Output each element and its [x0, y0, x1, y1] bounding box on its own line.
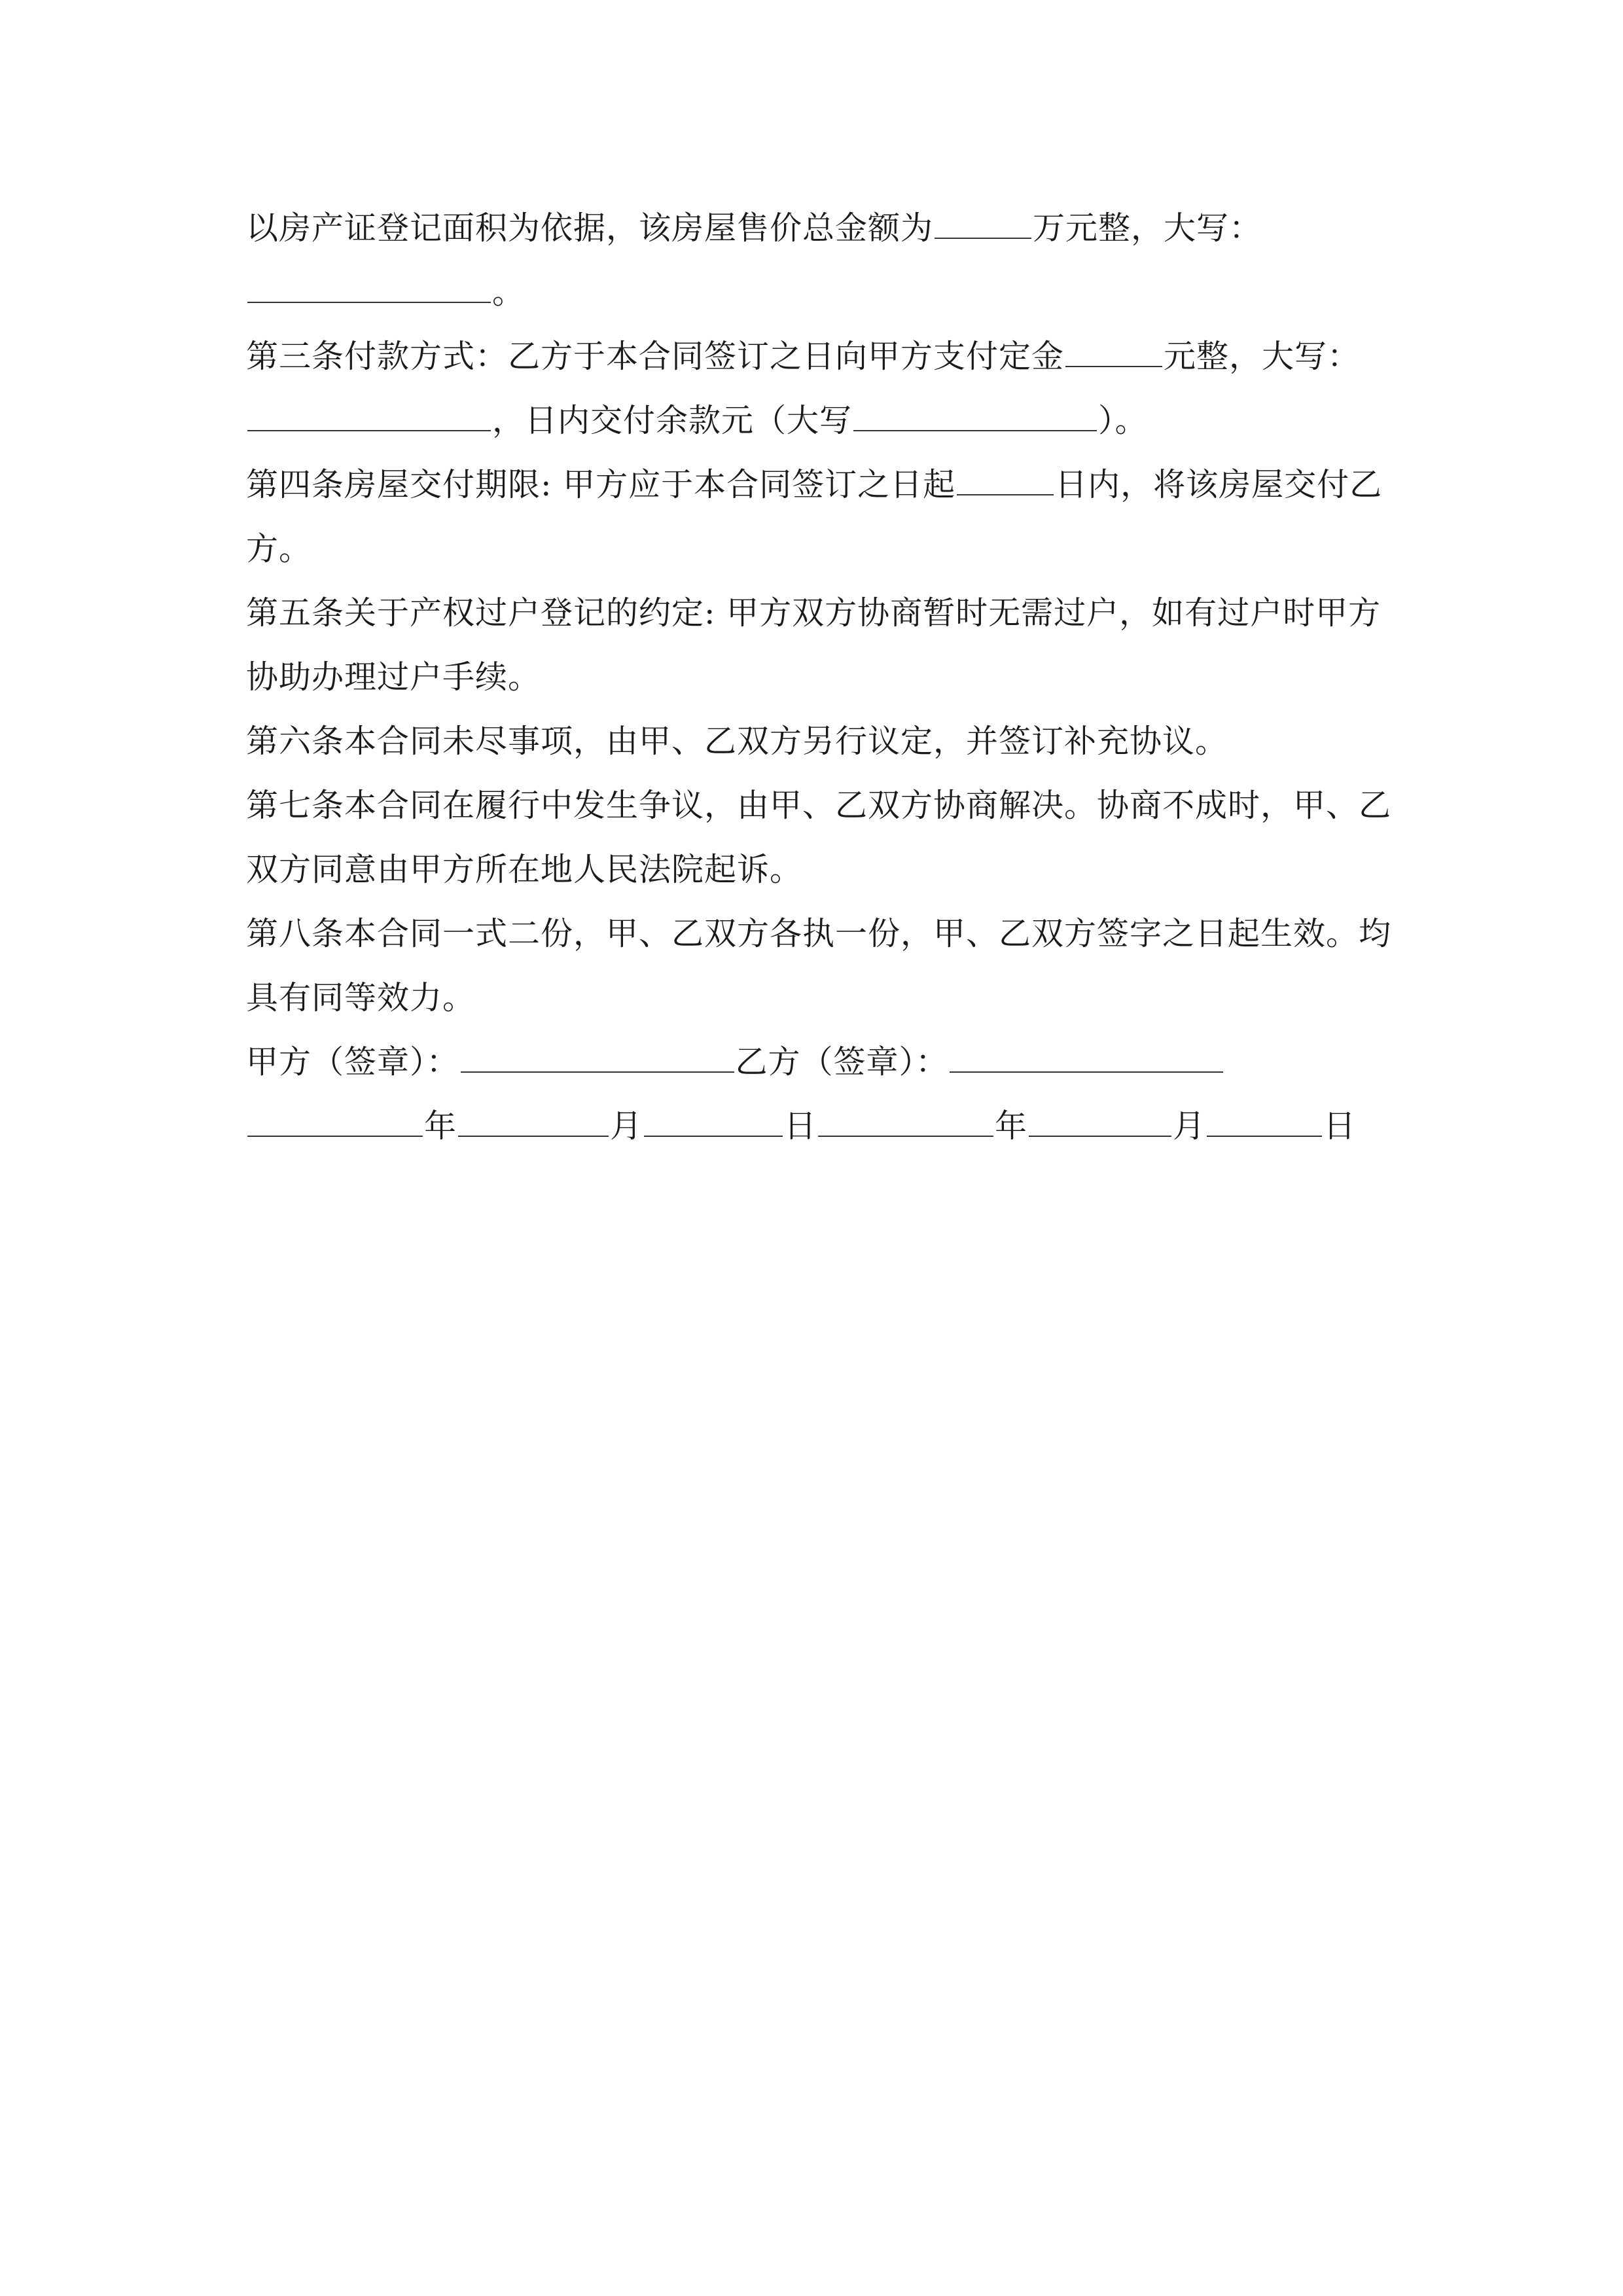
- party-a-signature-blank: [461, 1035, 734, 1073]
- party-b-year-label: 年: [995, 1107, 1028, 1145]
- price-unit-text: 万元整，大写：: [1033, 209, 1262, 247]
- date-line: [246, 1094, 1398, 1158]
- clause-seven-cont-text: 双方同意由甲方所在地人民法院起诉。: [246, 851, 803, 888]
- party-a-day-label: 日: [784, 1107, 817, 1145]
- clause-three-text: 第三条付款方式：乙方于本合同签订之日向甲方支付定金: [246, 338, 1065, 375]
- clause-four-line: [246, 453, 1398, 517]
- clause-four-text: 第四条房屋交付期限: 甲方应于本合同签订之日起: [246, 466, 956, 503]
- party-b-label: 乙方（签章）：: [735, 1043, 949, 1081]
- clause-five-line: [246, 581, 1398, 645]
- clause-four-end-text: 日内，将该房屋交付乙: [1055, 466, 1383, 503]
- clause-five-cont-line: [246, 645, 1398, 709]
- signature-line: [246, 1030, 1398, 1094]
- balance-line: [246, 389, 1398, 453]
- deposit-blank: [1065, 329, 1162, 367]
- deposit-uppercase-blank: [247, 393, 491, 431]
- clause-seven-line: [246, 774, 1398, 838]
- clause-eight-cont-text: 具有同等效力。: [246, 979, 476, 1016]
- clause-eight-cont-line: [246, 966, 1398, 1030]
- clause-four-cont-text: 方。: [246, 530, 312, 567]
- balance-text: ，日内交付余款元（大写: [492, 402, 853, 439]
- price-blank: [935, 201, 1031, 239]
- clause-four-cont-line: [246, 517, 1398, 581]
- clause-price-line: [246, 196, 1398, 260]
- clause-six-line: [246, 709, 1398, 774]
- clause-five-text: 第五条关于产权过户登记的约定: 甲方双方协商暂时无需过户，如有过户时甲方: [246, 594, 1382, 632]
- period-text: 。: [492, 274, 526, 311]
- party-a-year-label: 年: [424, 1107, 457, 1145]
- clause-six-text: 第六条本合同未尽事项，由甲、乙双方另行议定，并签订补充协议。: [246, 723, 1228, 760]
- party-b-year-blank: [818, 1099, 993, 1137]
- clause-three-line: [246, 325, 1398, 389]
- clause-seven-cont-line: [246, 838, 1398, 902]
- price-uppercase-line: [246, 260, 1398, 325]
- party-a-month-blank: [458, 1099, 609, 1137]
- clause-eight-text: 第八条本合同一式二份，甲、乙双方各执一份，甲、乙双方签字之日起生效。均: [246, 915, 1392, 952]
- party-b-day-blank: [1207, 1099, 1322, 1137]
- party-b-month-label: 月: [1173, 1107, 1206, 1145]
- party-a-month-label: 月: [610, 1107, 643, 1145]
- party-b-month-blank: [1029, 1099, 1171, 1137]
- price-text: 以房产证登记面积为依据，该房屋售价总金额为: [246, 209, 934, 247]
- deposit-unit-text: 元整，大写：: [1164, 338, 1361, 375]
- party-a-year-blank: [247, 1099, 423, 1137]
- balance-uppercase-blank: [853, 393, 1097, 431]
- clause-five-cont-text: 协助办理过户手续。: [246, 658, 541, 696]
- balance-close-text: ）。: [1098, 402, 1148, 439]
- clause-seven-text: 第七条本合同在履行中发生争议，由甲、乙双方协商解决。协商不成时，甲、乙: [246, 787, 1392, 824]
- party-b-signature-blank: [950, 1035, 1223, 1073]
- party-a-label: 甲方（签章）：: [246, 1043, 459, 1081]
- clause-eight-line: [246, 902, 1398, 966]
- price-uppercase-blank: [247, 265, 491, 303]
- contract-body: [246, 196, 1398, 1158]
- party-b-day-label: 日: [1323, 1107, 1357, 1145]
- delivery-days-blank: [957, 457, 1054, 495]
- party-a-day-blank: [644, 1099, 783, 1137]
